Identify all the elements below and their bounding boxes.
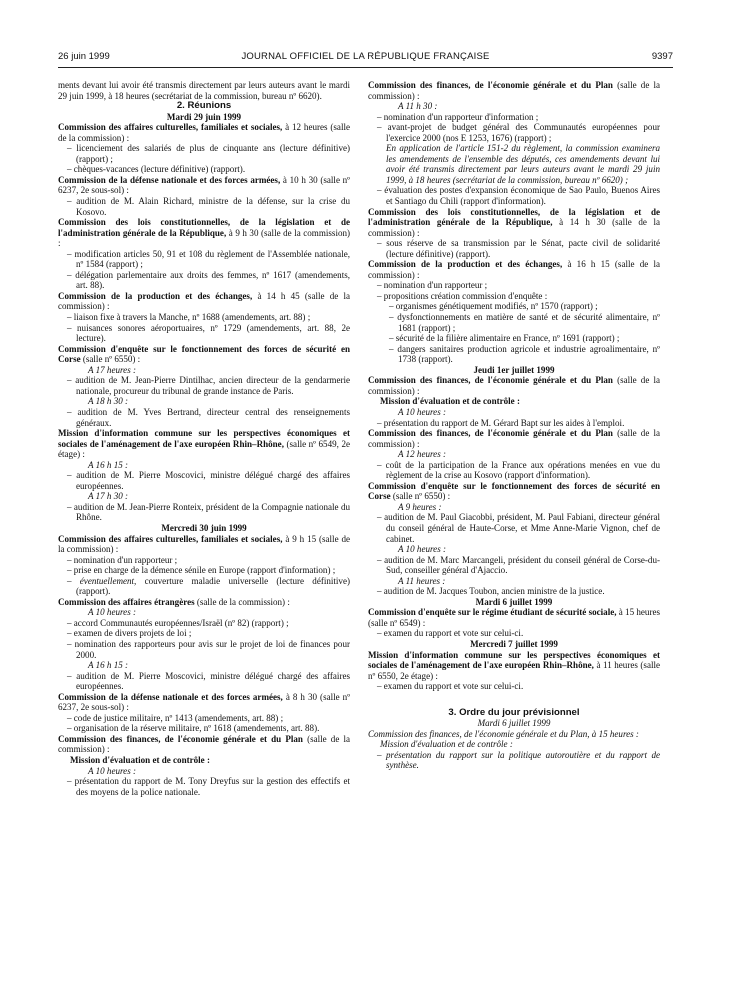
commission-entry	[368, 607, 660, 628]
commission-entry	[58, 692, 350, 713]
time-slot: A 18 h 30 :	[88, 396, 129, 407]
commission-title: Commission de la défense nationale et des forces armées,	[58, 691, 283, 702]
time-slot: A 10 heures :	[88, 765, 136, 776]
agenda-item: – audition de M. Jean-Pierre Dintilhac, ancien directeur de la gendarmerie nationale, procureur du tribunal de grande instance de Paris.	[67, 375, 350, 396]
header-date: 26 juin 1999	[58, 51, 110, 62]
agenda-item: – audition de M. Paul Giacobbi, président, M. Paul Fabiani, directeur général du conseil général de Haute-Corse, et Mme Anne-Marie Vignon, chef de cabinet.	[377, 512, 660, 544]
agenda-item: – coût de la participation de la France aux opérations menées en vue du règlement de la crise au Kosovo (rapport d'information).	[377, 459, 660, 481]
day-heading: Mardi 29 juin 1999	[166, 111, 242, 122]
time-slot: A 16 h 15 :	[88, 660, 129, 671]
agenda-item: – examen de divers projets de loi ;	[67, 628, 192, 639]
commission-title: Mission d'information commune sur les perspectives économiques et sociales de l'aménagement de l'axe européen Rhin–Rhône,	[58, 428, 350, 449]
intro-text: ments devant lui avoir été transmis directement par leurs auteurs avant le mardi 29 juin 1999, à 18 heures (secrétariat de la commission, bureau nº 6620).	[58, 80, 350, 101]
commission-entry	[368, 375, 660, 396]
agenda-item: – nomination des rapporteurs pour avis sur le projet de loi de finances pour 2000.	[67, 638, 350, 660]
commission-entry	[368, 207, 660, 239]
agenda-item: – audition de M. Jacques Toubon, ancien ministre de la justice.	[377, 586, 605, 597]
commission-entry	[368, 80, 660, 101]
agenda-item: – audition de M. Jean-Pierre Ronteix, président de la Compagnie nationale du Rhône.	[67, 501, 350, 523]
mission-heading: Mission d'évaluation et de contrôle :	[70, 755, 210, 765]
agenda-item: – évaluation des postes d'expansion économique de Sao Paulo, Buenos Aires et Santiago du Chili (rapport d'information).	[377, 185, 660, 207]
agenda-item-emphasis: éventuellement,	[79, 575, 137, 586]
commission-details: à 9 h 30 (salle de la commission) :	[58, 227, 351, 249]
time-slot: A 10 heures :	[398, 544, 446, 555]
commission-details: (salle de la commission) :	[368, 80, 660, 101]
commission-entry	[58, 122, 350, 143]
time-slot: A 11 h 30 :	[398, 101, 438, 112]
commission-title: Commission des lois constitutionnelles, de la législation et de l'administration générale de la République,	[368, 206, 660, 228]
agenda-item: – sous réserve de sa transmission par le Sénat, pacte civil de solidarité (lecture définitive) (rapport).	[377, 238, 660, 259]
day-heading: Mardi 6 juillet 1999	[475, 596, 553, 607]
commission-entry	[58, 291, 350, 312]
commission-details: à 11 heures (salle nº 6550, 2e étage) :	[368, 660, 660, 681]
agenda-item: – audition de M. Pierre Moscovici, ministre délégué chargé des affaires européennes.	[67, 470, 350, 491]
agenda-subitem: – sécurité de la filière alimentaire en France, nº 1691 (rapport) ;	[389, 333, 620, 344]
agenda-item: – propositions création commission d'enquête :	[377, 290, 548, 301]
commission-details: à 10 h 30 (salle nº 6237, 2e sous-sol) :	[58, 174, 350, 196]
agenda-item: – prise en charge de la démence sénile en Europe (rapport d'information) ;	[67, 565, 336, 576]
right-column	[368, 80, 660, 771]
commission-details: à 12 heures (salle de la commission) :	[58, 122, 350, 143]
mission-heading: Mission d'évaluation et de contrôle :	[380, 739, 513, 750]
time-slot: A 9 heures :	[398, 501, 442, 512]
commission-details: à 15 heures (salle nº 6549) :	[368, 607, 660, 628]
agenda-item: – nomination d'un rapporteur d'information ;	[377, 111, 539, 122]
commission-details: à 14 h 30 (salle de la commission) :	[368, 217, 660, 238]
agenda-item: – nomination d'un rapporteur ;	[67, 554, 178, 565]
agenda-item: – modification articles 50, 91 et 108 du règlement de l'Assemblée nationale, nº 1584 (rapport) ;	[67, 248, 350, 270]
time-slot: A 16 h 15 :	[88, 459, 129, 470]
commission-title: Commission de la production et des échanges,	[368, 259, 563, 270]
agenda-item: – nuisances sonores aéroportuaires, nº 1729 (amendements, art. 88, 2e lecture).	[67, 322, 350, 344]
time-slot: A 10 heures :	[88, 607, 136, 618]
commission-title: Commission des affaires culturelles, familiales et sociales,	[58, 533, 283, 544]
commission-title: Commission d'enquête sur le régime étudiant de sécurité sociale,	[368, 607, 617, 618]
time-slot: A 12 heures :	[398, 449, 446, 460]
header-journal-title: JOURNAL OFFICIEL DE LA RÉPUBLIQUE FRANÇAISE	[241, 51, 490, 62]
commission-title: Commission des affaires étrangères	[58, 596, 195, 607]
agenda-subitem: – dangers sanitaires production agricole et industrie agroalimentaire, nº 1738 (rapport).	[389, 343, 660, 365]
agenda-item: – audition de M. Yves Bertrand, directeur central des renseignements généraux.	[67, 406, 350, 428]
commission-title: Commission des finances, de l'économie générale et du Plan	[58, 733, 303, 744]
agenda-item: – présentation du rapport de M. Gérard Bapt sur les aides à l'emploi.	[377, 417, 625, 428]
agenda-item-text: couverture maladie universelle (lecture définitive) (rapport).	[76, 575, 350, 597]
commission-entry	[368, 428, 660, 449]
time-slot: A 10 heures :	[398, 406, 446, 417]
commission-details: à 14 h 45 (salle de la commission) :	[58, 290, 350, 312]
commission-entry	[58, 734, 350, 755]
header-page-number: 9397	[651, 51, 673, 62]
agenda-item: – audition de M. Marc Marcangeli, président du conseil général de Corse-du-Sud, conseiller général d'Ajaccio.	[377, 554, 660, 576]
commission-title: Commission de la production et des échanges,	[58, 290, 253, 301]
day-heading: Mercredi 30 juin 1999	[161, 522, 247, 533]
section-heading-reunions: 2. Réunions	[176, 100, 232, 112]
commission-details: (salle de la commission) :	[196, 596, 290, 607]
agenda-subitem: – dysfonctionnements en matière de santé et de sécurité alimentaire, nº 1681 (rapport) ;	[389, 312, 660, 333]
commission-details: (salle de la commission) :	[368, 375, 660, 396]
section-heading-ordre-du-jour: 3. Ordre du jour prévisionnel	[448, 706, 580, 718]
commission-entry	[58, 217, 350, 249]
commission-details: à 16 h 15 (salle de la commission) :	[368, 259, 660, 280]
commission-details: à 9 h 15 (salle de la commission) :	[58, 533, 350, 555]
commission-entry	[58, 175, 350, 196]
agenda-item: – audition de M. Pierre Moscovici, ministre délégué chargé des affaires européennes.	[67, 670, 350, 692]
agenda-item: – examen du rapport et vote sur celui-ci.	[377, 681, 524, 692]
left-column	[58, 80, 350, 797]
commission-entry	[368, 650, 660, 682]
commission-entry	[368, 259, 660, 280]
commission-title: Commission des lois constitutionnelles, de la législation et de l'administration générale de la République,	[58, 217, 350, 238]
agenda-item: – accord Communautés européennes/Israël (nº 82) (rapport) ;	[67, 617, 289, 628]
day-heading: Jeudi 1er juillet 1999	[473, 364, 555, 375]
page-header	[58, 51, 673, 67]
commission-title: Commission d'enquête sur le fonctionnement des forces de sécurité en Corse	[368, 480, 660, 502]
agenda-item: – éventuellement, couverture maladie universelle (lecture définitive) (rapport).	[67, 575, 350, 597]
agenda-item: – licenciement des salariés de plus de cinquante ans (lecture définitive) (rapport) ;	[67, 143, 350, 164]
time-slot: A 17 heures :	[88, 364, 136, 375]
agenda-item: – présentation du rapport de M. Tony Dreyfus sur la gestion des effectifs et des moyens de la police nationale.	[67, 776, 350, 797]
commission-title: Commission d'enquête sur le fonctionnement des forces de sécurité en Corse	[58, 343, 350, 365]
day-heading: Mercredi 7 juillet 1999	[470, 638, 558, 649]
agenda-item: – organisation de la réserve militaire, nº 1618 (amendements, art. 88).	[67, 723, 320, 734]
agenda-item: – audition de M. Alain Richard, ministre de la défense, sur la crise du Kosovo.	[67, 196, 350, 217]
commission-details: à 8 h 30 (salle nº 6237, 2e sous-sol) :	[58, 691, 351, 713]
commission-entry	[58, 597, 350, 608]
agenda-item: – nomination d'un rapporteur ;	[377, 280, 488, 291]
commission-title: Commission des finances, de l'économie générale et du Plan	[368, 428, 613, 439]
day-heading: Mardi 6 juillet 1999	[477, 718, 551, 729]
commission-details: (salle nº 6550) :	[392, 491, 451, 502]
agenda-item: – chèques-vacances (lecture définitive) (rapport).	[67, 164, 246, 175]
agenda-item: – examen du rapport et vote sur celui-ci.	[377, 628, 524, 639]
agenda-item: – avant-projet de budget général des Communautés européennes pour l'exercice 2000 (nos E 1253, 1676) (rapport) ;	[377, 122, 660, 143]
time-slot: A 11 heures :	[398, 575, 446, 586]
commission-details: (salle de la commission) :	[58, 733, 350, 755]
agenda-item: – délégation parlementaire aux droits des femmes, nº 1617 (amendements, art. 88).	[67, 269, 350, 291]
header-rule	[58, 67, 673, 68]
commission-entry	[58, 344, 350, 365]
commission-title: Commission des finances, de l'économie générale et du Plan	[368, 375, 613, 386]
commission-title: Mission d'information commune sur les perspectives économiques et sociales de l'aménagement de l'axe européen Rhin–Rhône,	[368, 649, 660, 671]
commission-entry	[368, 481, 660, 502]
mission-heading: Mission d'évaluation et de contrôle :	[380, 396, 520, 407]
agenda-note: En application de l'article 151-2 du règlement, la commission examinera les amendements de l'ensemble des députés, ces amendements devant lui avoir été transmis directement par leurs auteurs avant le mardi 29 juin 1999, à 18 heures (secrétariat de la commission, bureau nº 6620) ;	[386, 143, 660, 185]
agenda-subitem: – organismes génétiquement modifiés, nº 1570 (rapport) ;	[389, 301, 598, 312]
agenda-item: – liaison fixe à travers la Manche, nº 1688 (amendements, art. 88) ;	[67, 312, 311, 323]
commission-title: Commission des finances, de l'économie générale et du Plan	[368, 80, 613, 90]
commission-entry	[58, 534, 350, 555]
agenda-item: – code de justice militaire, nº 1413 (amendements, art. 88) ;	[67, 712, 284, 723]
agenda-item: – présentation du rapport sur la politique autoroutière et du rapport de synthèse.	[377, 749, 660, 771]
commission-details: salle nº 6549, 2e étage) :	[58, 438, 350, 460]
commission-title: Commission de la défense nationale et des forces armées,	[58, 174, 281, 185]
commission-details: (salle nº 6550) :	[82, 354, 141, 365]
commission-title: Commission des affaires culturelles, familiales et sociales,	[58, 122, 283, 133]
commission-details: (salle de la commission) :	[368, 428, 660, 449]
commission-entry: Commission des finances, de l'économie générale et du Plan, à 15 heures :	[368, 728, 639, 739]
time-slot: A 17 h 30 :	[88, 491, 129, 502]
commission-entry: Mission d'information commune sur les perspectives économiques et sociales de l'aménagement de l'axe européen Rhin–Rhône, (salle nº 6549, 2e étage) :	[58, 428, 350, 460]
